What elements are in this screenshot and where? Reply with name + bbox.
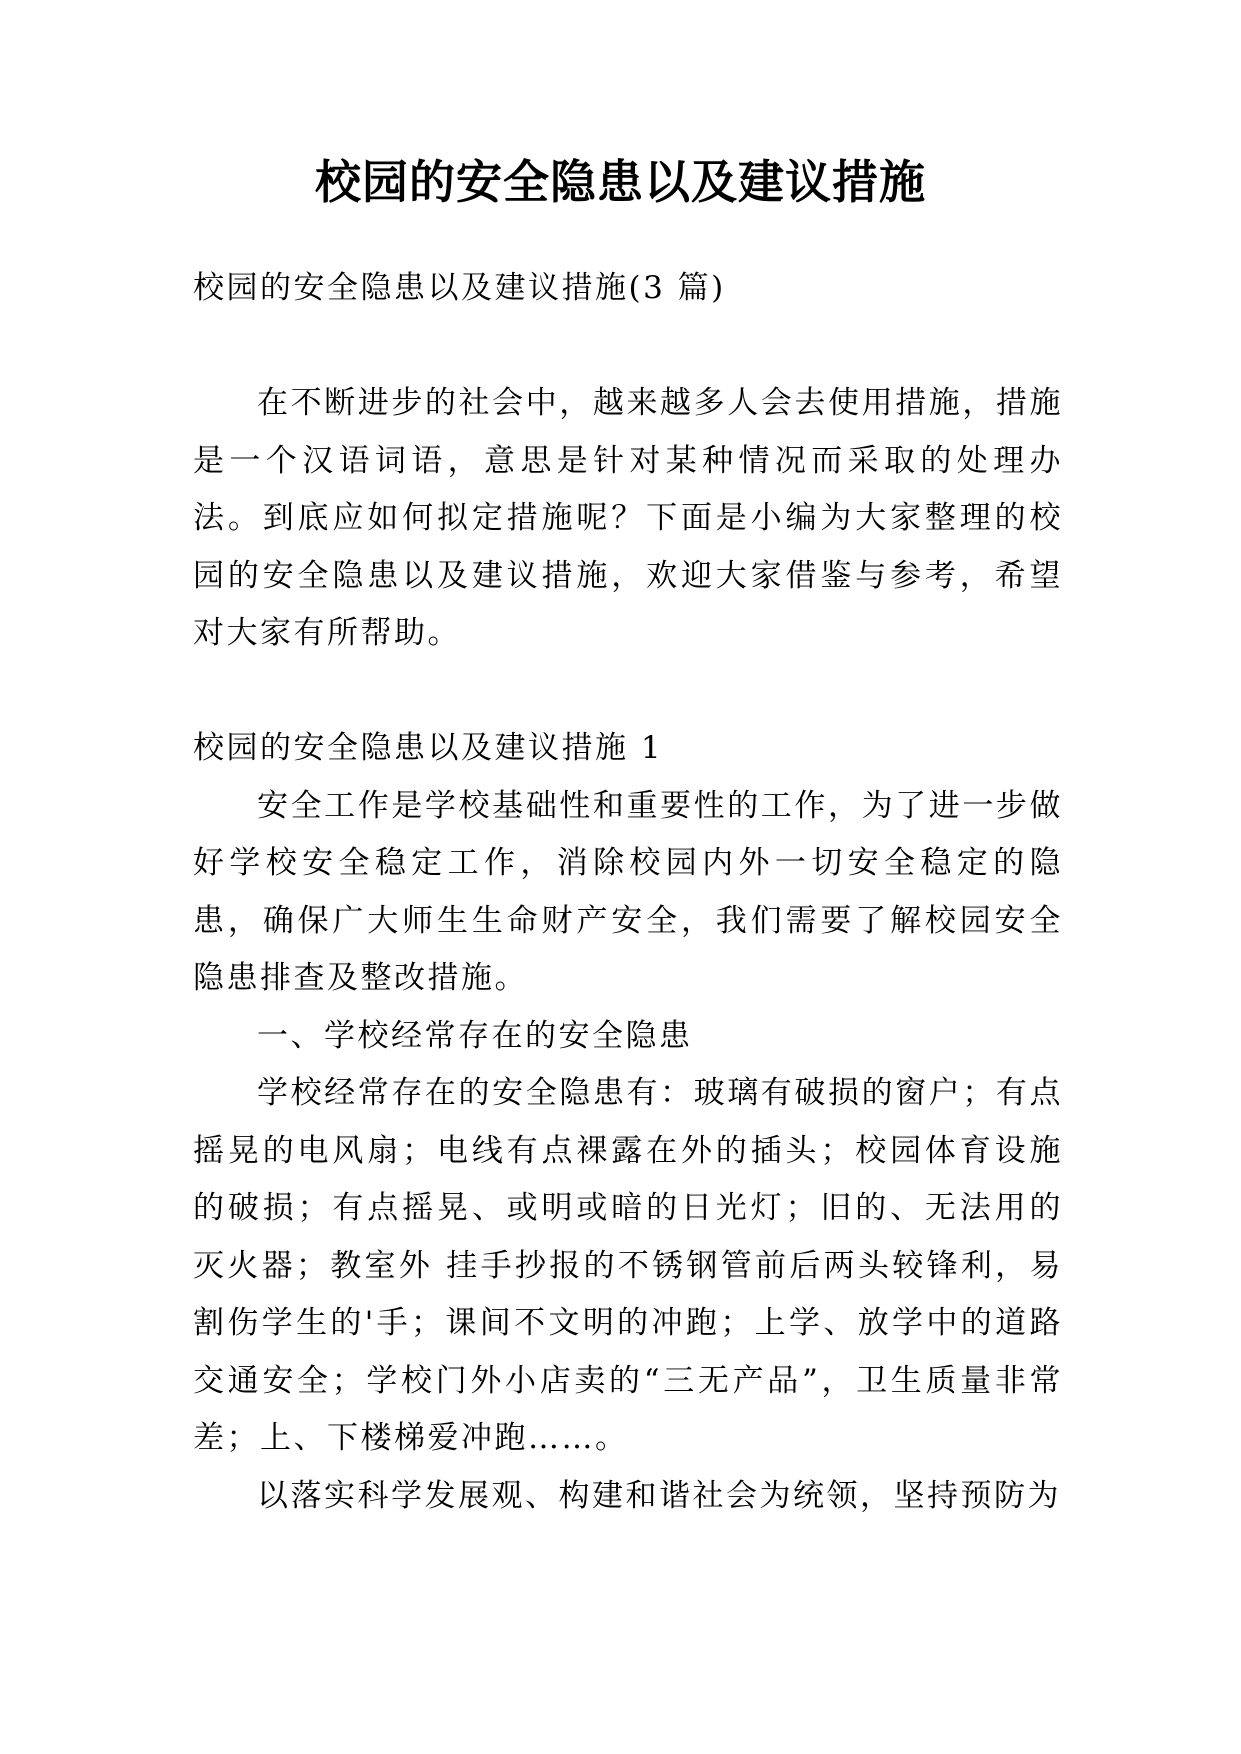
section-heading: 校园的安全隐患以及建议措施 1 xyxy=(193,730,664,766)
spacer xyxy=(193,663,1063,721)
section-paragraph: 安全工作是学校基础性和重要性的工作，为了进一步做好学校安全稳定工作，消除校园内外一切安全稳定的隐患，确保广大师生生命财产安全，我们需要了解校园安全隐患排查及整改措施。 xyxy=(193,787,1063,996)
document-subtitle: 校园的安全隐患以及建议措施(3 篇) xyxy=(193,270,726,306)
document-title: 校园的安全隐患以及建议措施 xyxy=(315,155,926,209)
section-paragraph: 以落实科学发展观、构建和谐社会为统领，坚持预防为 xyxy=(257,1477,1061,1514)
subsection-heading: 一、学校经常存在的安全隐患 xyxy=(257,1017,693,1054)
intro-paragraph: 在不断进步的社会中，越来越多人会去使用措施，措施是一个汉语词语，意思是针对某种情况而采取的处理办法。到底应如何拟定措施呢？下面是小编为大家整理的校园的安全隐患以及建议措施，欢迎大家借鉴与参考，希望对大家有所帮助。 xyxy=(193,385,1063,651)
section-paragraph: 学校经常存在的安全隐患有：玻璃有破损的窗户；有点摇晃的电风扇；电线有点裸露在外的插头；校园体育设施的破损；有点摇晃、或明或暗的日光灯；旧的、无法用的灭火器；教室外 挂手抄报的不锈钢管前后两头较锋利，易割伤学生的'手；课间不文明的冲跑；上学、放学中的道路交通安全；学校门外小店卖的“三无产品”，卫生质量非常差；上、下楼梯爱冲跑……。 xyxy=(193,1075,1063,1456)
document-body xyxy=(193,260,1063,1525)
spacer xyxy=(193,318,1063,376)
